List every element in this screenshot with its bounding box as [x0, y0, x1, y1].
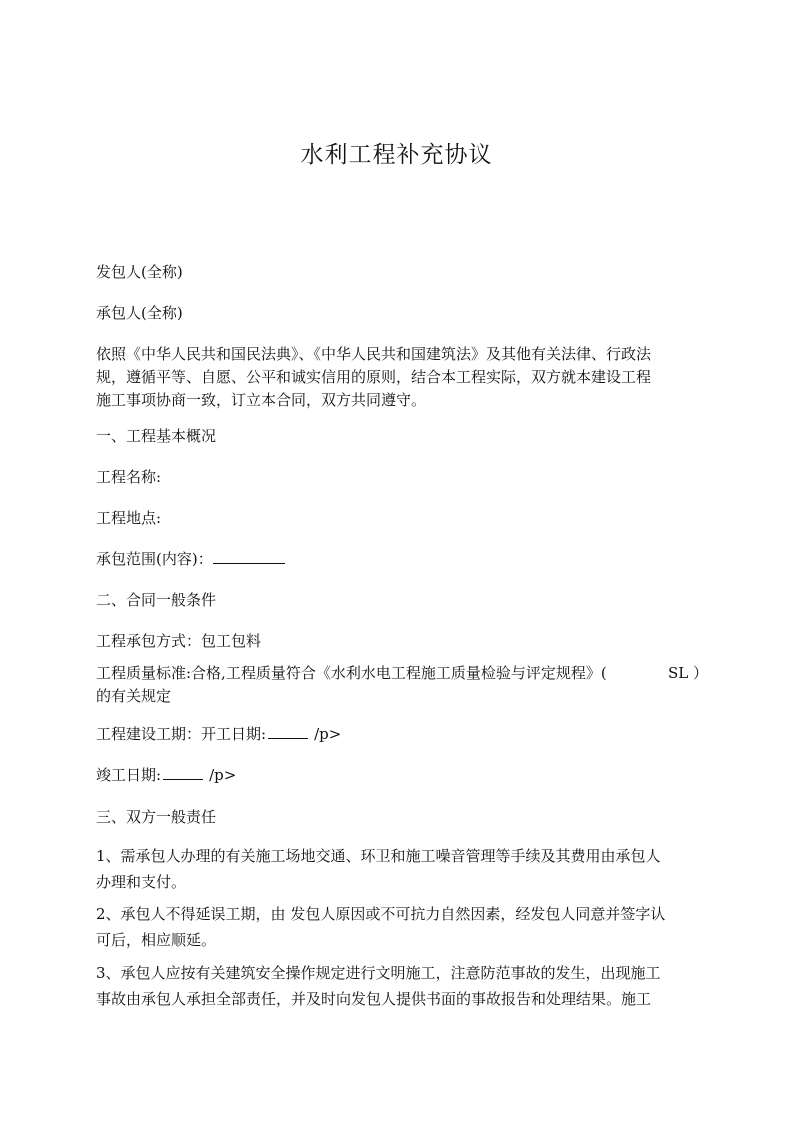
- item-line: 可后，相应顺延。: [96, 931, 217, 949]
- start-date-blank: [268, 724, 308, 739]
- scope-line: [96, 548, 708, 571]
- quality-paragraph: [96, 662, 708, 708]
- quality-sl-code: SL ）: [667, 664, 708, 682]
- quality-line: [96, 662, 708, 685]
- project-name-line: 工程名称:: [96, 468, 162, 486]
- employer-line: 发包人(全称): [96, 263, 183, 281]
- scope-label: 承包范围(内容)：: [96, 550, 213, 568]
- contract-mode-line: 工程承包方式：包工包料: [96, 632, 262, 650]
- preamble-line: 规，遵循平等、自愿、公平和诚实信用的原则，结合本工程实际，双方就本建设工程: [96, 368, 652, 386]
- end-date-tail: /p>: [209, 766, 237, 784]
- contractor-line: 承包人(全称): [96, 304, 183, 322]
- start-date-line: [96, 723, 708, 746]
- scope-blank: [213, 549, 285, 564]
- responsibility-item-1: [96, 843, 708, 895]
- item-line: 3、承包人应按有关建筑安全操作规定进行文明施工，注意防范事故的发生，出现施工: [96, 964, 661, 982]
- project-location-line: 工程地点:: [96, 509, 162, 527]
- section-heading-responsibilities: 三、双方一般责任: [96, 808, 217, 826]
- end-date-blank: [163, 765, 203, 780]
- item-line: 办理和支付。: [96, 873, 187, 891]
- preamble-paragraph: [96, 343, 708, 412]
- preamble-line: 依照《中华人民共和国民法典》、《中华人民共和国建筑法》及其他有关法律、行政法: [96, 345, 652, 363]
- end-date-label: 竣工日期:: [96, 766, 162, 784]
- document-title: 水利工程补充协议: [300, 142, 493, 168]
- quality-text: 工程质量标准:合格,工程质量符合《水利水电工程施工质量检验与评定规程》(: [96, 664, 607, 682]
- section-heading-general: 二、合同一般条件: [96, 591, 217, 609]
- start-date-tail: /p>: [314, 725, 342, 743]
- quality-line-2: 的有关规定: [96, 687, 172, 705]
- item-line: 1、需承包人办理的有关施工场地交通、环卫和施工噪音管理等手续及其费用由承包人: [96, 847, 661, 865]
- responsibility-item-2: [96, 901, 708, 953]
- preamble-line: 施工事项协商一致，订立本合同，双方共同遵守。: [96, 391, 427, 409]
- start-date-label: 工程建设工期：开工日期:: [96, 725, 267, 743]
- responsibility-item-3: [96, 960, 708, 1012]
- end-date-line: [96, 764, 708, 787]
- section-heading-basic: 一、工程基本概况: [96, 427, 217, 445]
- item-line: 事故由承包人承担全部责任，并及时向发包人提供书面的事故报告和处理结果。施工: [96, 990, 652, 1008]
- item-line: 2、承包人不得延误工期，由 发包人原因或不可抗力自然因素，经发包人同意并签字认: [96, 905, 666, 923]
